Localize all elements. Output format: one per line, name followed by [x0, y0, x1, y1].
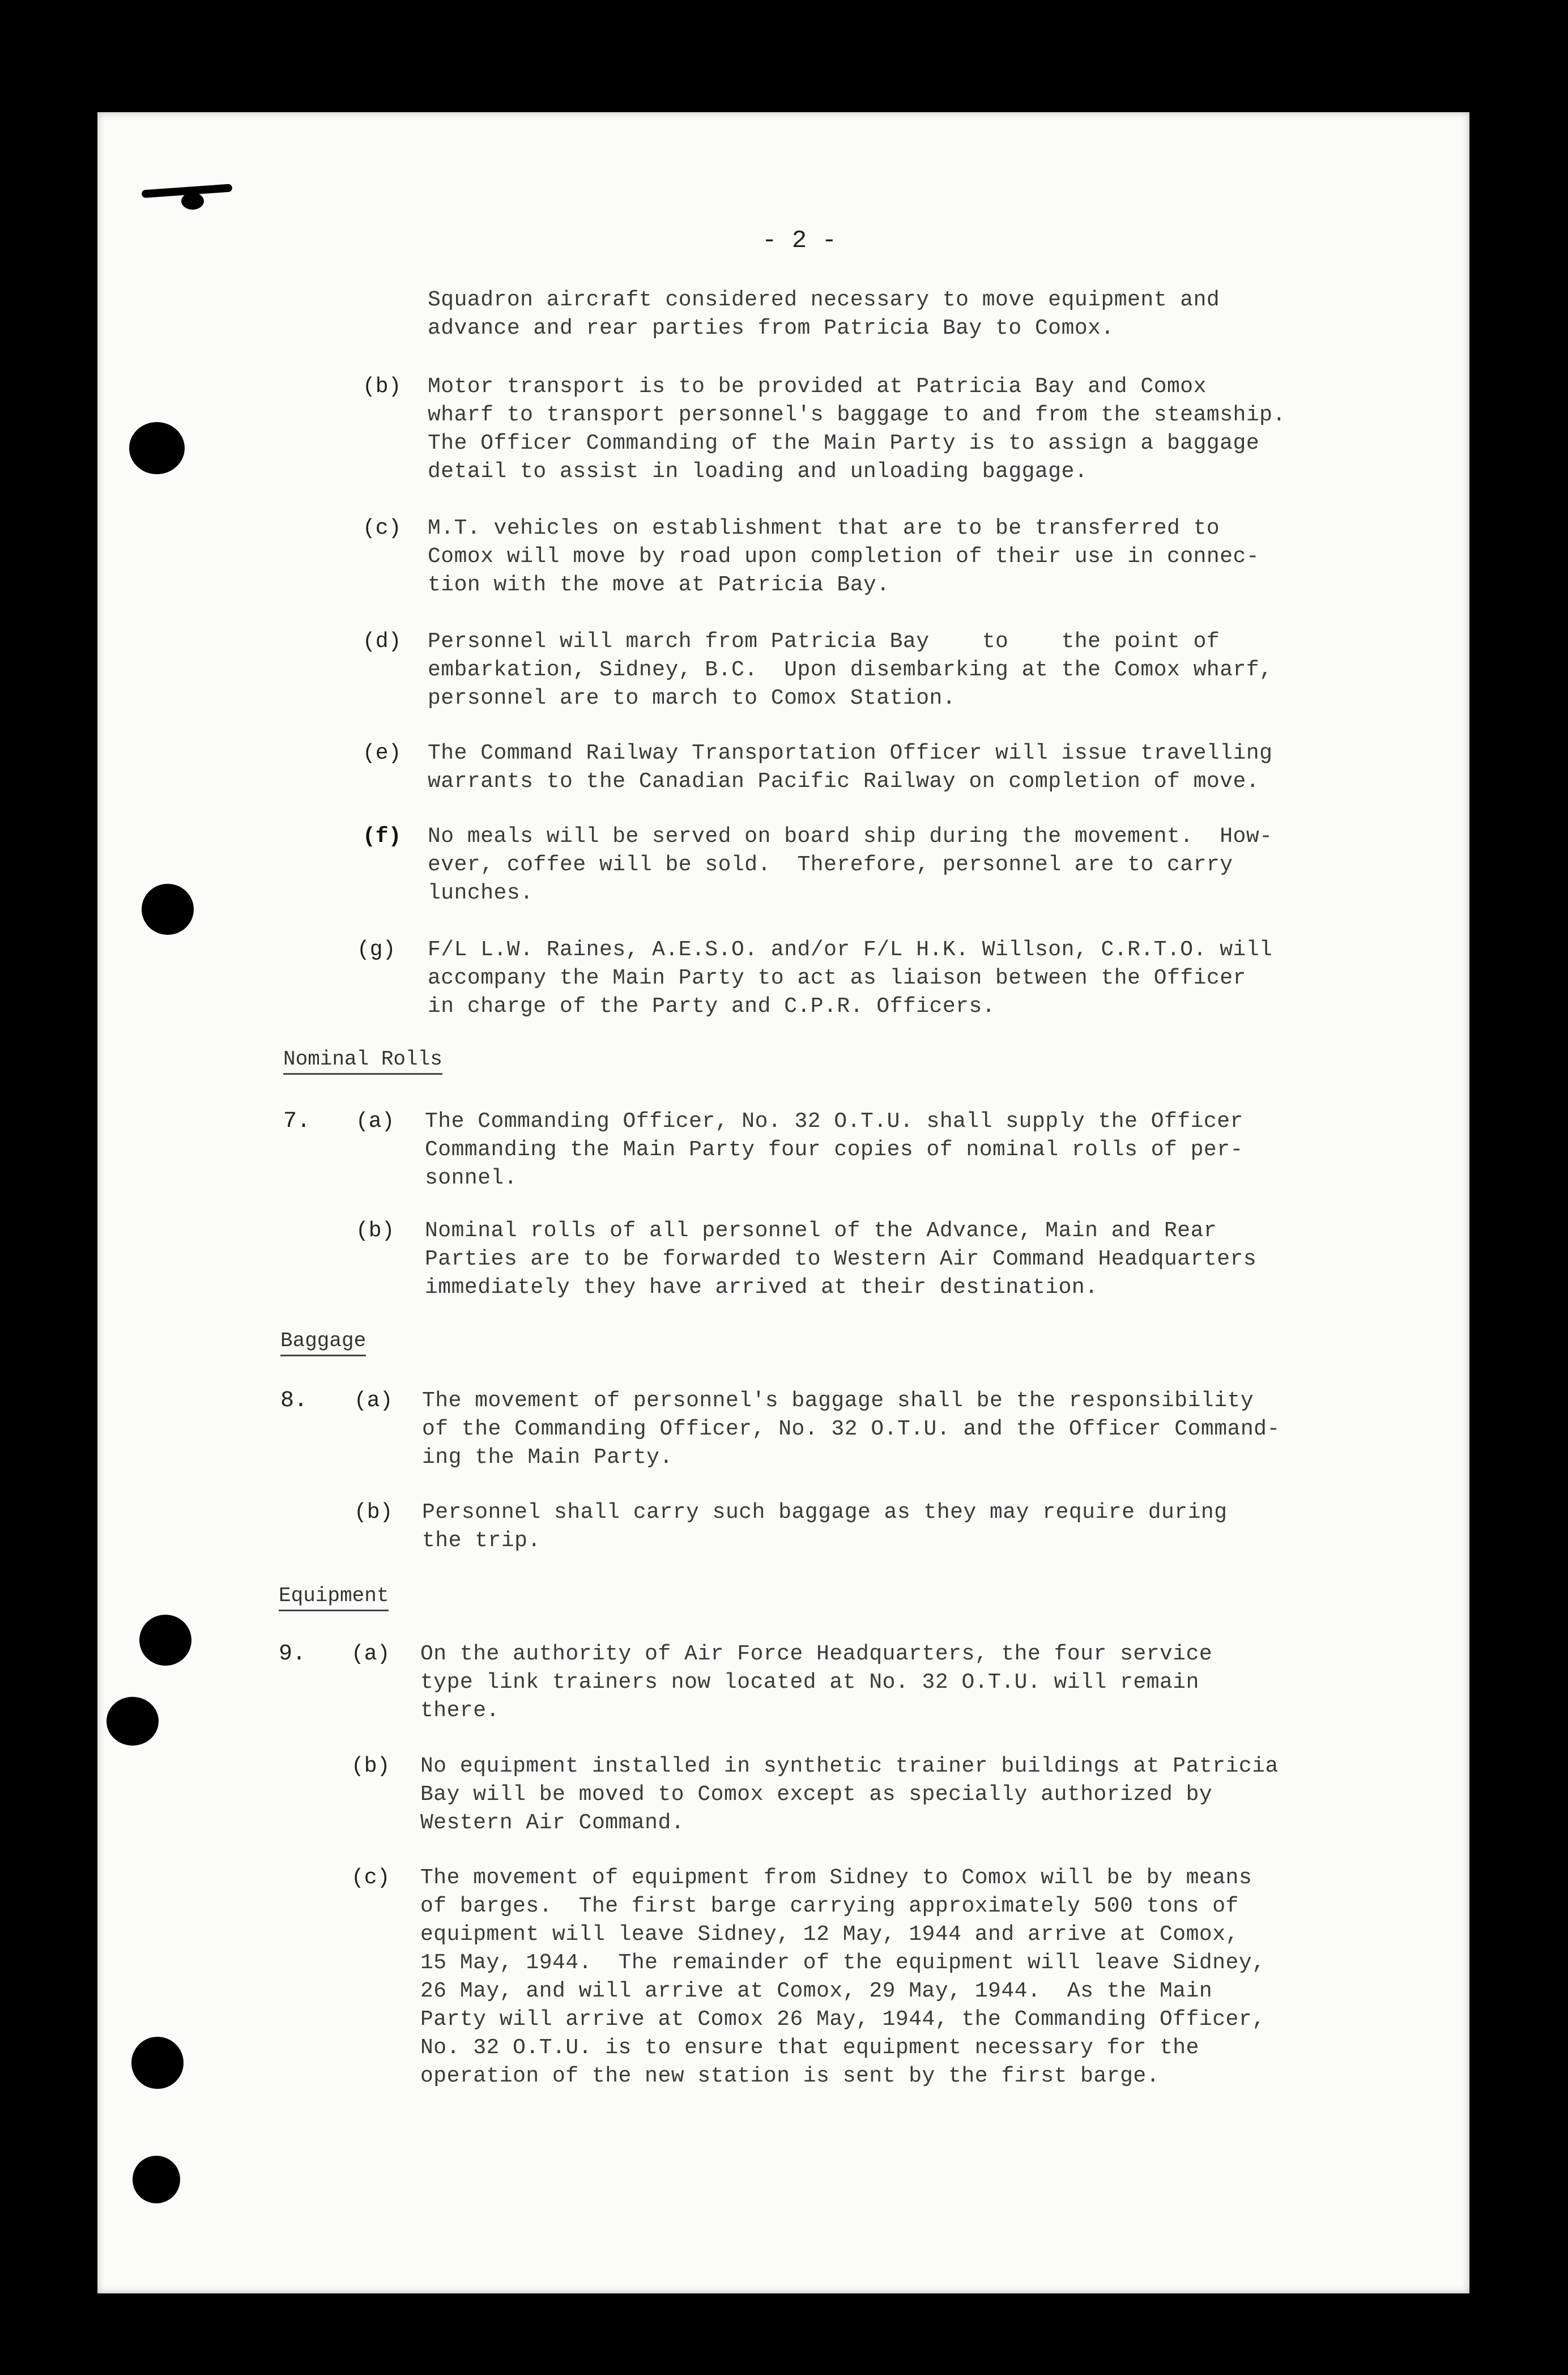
item-mark: (e)	[363, 741, 402, 765]
paragraph-line: Western Air Command.	[420, 1811, 685, 1835]
paragraph-line: 26 May, and will arrive at Comox, 29 May, 1944. As the Main	[420, 1979, 1213, 2003]
film-edge	[0, 2346, 1568, 2375]
paragraph-line: Party will arrive at Comox 26 May, 1944, the Commanding Officer,	[420, 2007, 1266, 2032]
punch-hole	[129, 422, 185, 474]
punch-hole	[131, 2037, 184, 2089]
paragraph-line: lunches.	[428, 881, 534, 905]
paragraph-line: type link trainers now located at No. 32 O.T.U. will remain	[420, 1670, 1199, 1695]
paragraph-line: immediately they have arrived at their destination.	[425, 1275, 1098, 1300]
paragraph-line: M.T. vehicles on establishment that are to be transferred to	[428, 516, 1220, 540]
paragraph-line: embarkation, Sidney, B.C. Upon disembarking at the Comox wharf,	[428, 658, 1273, 682]
section-heading: Equipment	[279, 1584, 389, 1611]
punch-hole	[142, 884, 194, 935]
punch-hole	[106, 1697, 159, 1746]
paragraph-line: ever, coffee will be sold. Therefore, personnel are to carry	[428, 853, 1233, 877]
item-mark: (f)	[363, 824, 402, 849]
paragraph-line: No equipment installed in synthetic trainer buildings at Patricia	[420, 1754, 1279, 1778]
section-heading: Baggage	[280, 1329, 366, 1356]
item-mark: (a)	[354, 1389, 393, 1413]
paragraph-line: Motor transport is to be provided at Patricia Bay and Comox	[428, 374, 1207, 399]
item-mark: (b)	[351, 1754, 390, 1778]
paragraph-line: The Command Railway Transportation Officer will issue travelling	[428, 741, 1273, 765]
item-mark: (a)	[356, 1109, 395, 1134]
item-mark: (g)	[357, 938, 396, 962]
item-mark: (d)	[363, 629, 402, 654]
paragraph-line: The Officer Commanding of the Main Party is to assign a baggage	[428, 431, 1260, 456]
paragraph-line: equipment will leave Sidney, 12 May, 1944 and arrive at Comox,	[420, 1922, 1239, 1947]
paragraph-line: wharf to transport personnel's baggage to and from the steamship.	[428, 403, 1286, 427]
paragraph-line: The movement of equipment from Sidney to Comox will be by means	[420, 1866, 1252, 1890]
paragraph-line: On the authority of Air Force Headquarters, the four service	[420, 1642, 1213, 1666]
section-heading: Nominal Rolls	[283, 1047, 442, 1075]
ink-blot	[181, 193, 204, 210]
paragraph-line: there.	[420, 1699, 500, 1723]
paragraph-line: No. 32 O.T.U. is to ensure that equipment necessary for the	[420, 2036, 1199, 2060]
paragraph-line: Bay will be moved to Comox except as specially authorized by	[420, 1782, 1213, 1807]
section-number: 9.	[279, 1641, 306, 1667]
paragraph-line: Squadron aircraft considered necessary to move equipment and	[428, 288, 1220, 312]
paragraph-line: Comox will move by road upon completion of their use in connec-	[428, 544, 1260, 569]
paragraph-line: tion with the move at Patricia Bay.	[428, 573, 890, 597]
paragraph-line: Nominal rolls of all personnel of the Advance, Main and Rear	[425, 1219, 1217, 1243]
paragraph-line: advance and rear parties from Patricia Bay to Comox.	[428, 316, 1114, 340]
item-mark: (b)	[363, 374, 402, 399]
item-mark: (b)	[356, 1219, 395, 1243]
paragraph-line: the trip.	[422, 1529, 541, 1553]
paragraph-line: sonnel.	[425, 1166, 518, 1190]
paragraph-line: Parties are to be forwarded to Western Air Command Headquarters	[425, 1247, 1257, 1271]
punch-hole	[139, 1615, 191, 1666]
section-number: 8.	[280, 1388, 308, 1414]
paragraph-line: No meals will be served on board ship during the movement. How-	[428, 824, 1273, 849]
section-number: 7.	[283, 1109, 311, 1134]
paragraph-line: warrants to the Canadian Pacific Railway on completion of move.	[428, 769, 1260, 794]
paragraph-line: personnel are to march to Comox Station.	[428, 686, 956, 710]
page-number: - 2 -	[762, 227, 837, 255]
paragraph-line: ing the Main Party.	[422, 1445, 673, 1470]
paragraph-line: The Commanding Officer, No. 32 O.T.U. shall supply the Officer	[425, 1109, 1243, 1134]
item-mark: (a)	[351, 1642, 390, 1666]
item-mark: (b)	[354, 1500, 393, 1525]
paragraph-line: Commanding the Main Party four copies of nominal rolls of per-	[425, 1138, 1243, 1162]
item-mark: (c)	[351, 1866, 390, 1890]
paragraph-line: of barges. The first barge carrying approximately 500 tons of	[420, 1894, 1239, 1918]
paragraph-line: detail to assist in loading and unloading baggage.	[428, 459, 1088, 484]
punch-hole	[133, 2156, 180, 2203]
paragraph-line: operation of the new station is sent by the first barge.	[420, 2064, 1160, 2088]
paragraph-line: F/L L.W. Raines, A.E.S.O. and/or F/L H.K. Willson, C.R.T.O. will	[428, 938, 1273, 962]
paragraph-line: accompany the Main Party to act as liaison between the Officer	[428, 966, 1246, 990]
paragraph-line: of the Commanding Officer, No. 32 O.T.U. and the Officer Command-	[422, 1417, 1280, 1441]
paragraph-line: 15 May, 1944. The remainder of the equipment will leave Sidney,	[420, 1951, 1266, 1975]
paragraph-line: in charge of the Party and C.P.R. Officers.	[428, 994, 996, 1019]
item-mark: (c)	[363, 516, 402, 540]
paragraph-line: Personnel shall carry such baggage as they may require during	[422, 1500, 1228, 1525]
paragraph-line: The movement of personnel's baggage shall be the responsibility	[422, 1389, 1254, 1413]
paragraph-line: Personnel will march from Patricia Bay to the point of	[428, 629, 1220, 654]
